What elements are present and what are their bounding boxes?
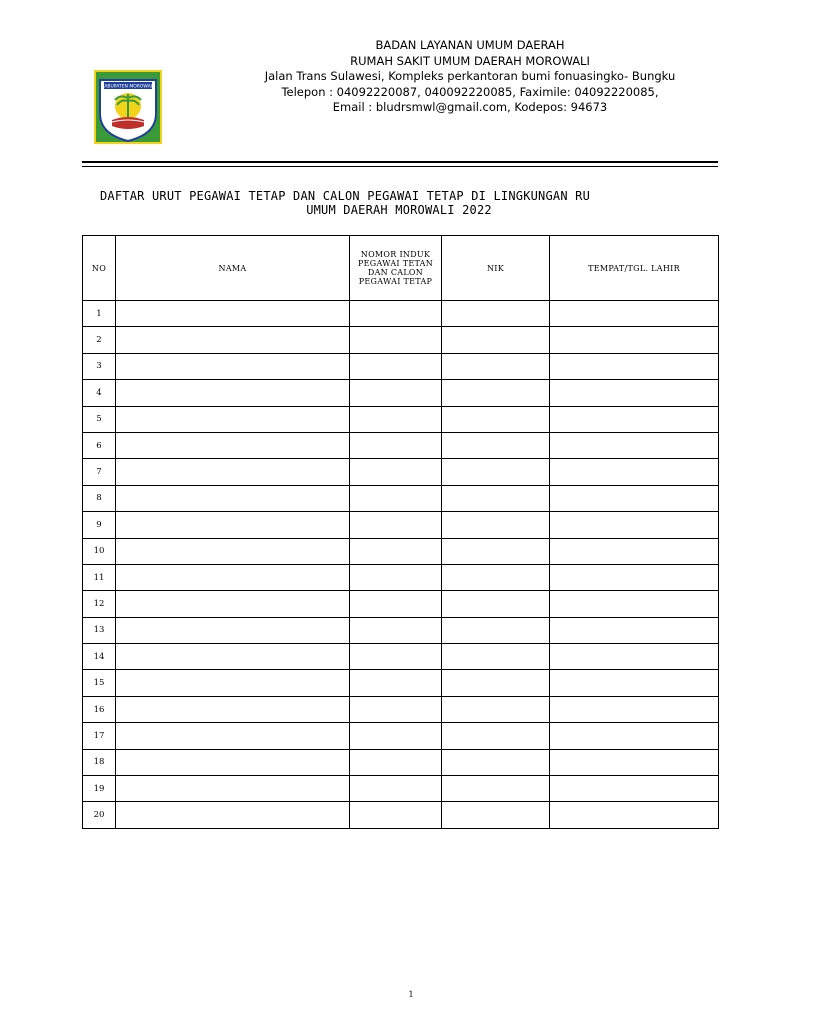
table-row bbox=[83, 617, 719, 643]
row-number-cell: 9 bbox=[83, 512, 116, 538]
nik-cell[interactable] bbox=[442, 696, 550, 722]
nik-cell[interactable] bbox=[442, 749, 550, 775]
table-row bbox=[83, 432, 719, 458]
document-title bbox=[100, 189, 718, 217]
nama-cell[interactable] bbox=[116, 485, 350, 511]
nik-cell[interactable] bbox=[442, 538, 550, 564]
row-number-cell: 2 bbox=[83, 327, 116, 353]
nomor-induk-cell[interactable] bbox=[350, 538, 442, 564]
nomor-induk-cell[interactable] bbox=[350, 749, 442, 775]
table-row bbox=[83, 591, 719, 617]
employee-table bbox=[82, 235, 719, 829]
nama-cell[interactable] bbox=[116, 749, 350, 775]
title-line-2: UMUM DAERAH MOROWALI 2022 bbox=[306, 203, 492, 217]
nomor-induk-cell[interactable] bbox=[350, 353, 442, 379]
tempat-lahir-cell[interactable] bbox=[550, 459, 719, 485]
nomor-induk-cell[interactable] bbox=[350, 802, 442, 828]
address-line: Jalan Trans Sulawesi, Kompleks perkantoran bumi fonuasingko- Bungku bbox=[264, 69, 676, 83]
regency-logo bbox=[94, 70, 162, 144]
nomor-induk-cell[interactable] bbox=[350, 301, 442, 327]
nama-cell[interactable] bbox=[116, 564, 350, 590]
table-row bbox=[83, 696, 719, 722]
table-row bbox=[83, 749, 719, 775]
hospital-name: RUMAH SAKIT UMUM DAERAH MOROWALI bbox=[350, 53, 590, 68]
tempat-lahir-cell[interactable] bbox=[550, 749, 719, 775]
tempat-lahir-cell[interactable] bbox=[550, 432, 719, 458]
nik-cell[interactable] bbox=[442, 670, 550, 696]
row-number-cell: 16 bbox=[83, 696, 116, 722]
nik-cell[interactable] bbox=[442, 301, 550, 327]
nik-cell[interactable] bbox=[442, 776, 550, 802]
table-row bbox=[83, 459, 719, 485]
email-line: Email : bludrsmwl@gmail.com, Kodepos: 94673 bbox=[332, 100, 608, 114]
nama-cell[interactable] bbox=[116, 301, 350, 327]
letterhead-divider-thick bbox=[82, 161, 718, 163]
table-row bbox=[83, 670, 719, 696]
nama-cell[interactable] bbox=[116, 432, 350, 458]
tempat-lahir-cell[interactable] bbox=[550, 617, 719, 643]
row-number-cell: 10 bbox=[83, 538, 116, 564]
tempat-lahir-cell[interactable] bbox=[550, 591, 719, 617]
header-tempat-lahir: TEMPAT/TGL. LAHIR bbox=[550, 236, 719, 301]
row-number-cell: 18 bbox=[83, 749, 116, 775]
header-nomor-induk-line: PEGAWAI TETAN bbox=[357, 259, 434, 268]
nomor-induk-cell[interactable] bbox=[350, 617, 442, 643]
header-nomor-induk-line: DAN CALON bbox=[367, 268, 424, 277]
tempat-lahir-cell[interactable] bbox=[550, 696, 719, 722]
nik-cell[interactable] bbox=[442, 512, 550, 538]
table-row bbox=[83, 301, 719, 327]
nama-cell[interactable] bbox=[116, 353, 350, 379]
row-number-cell: 5 bbox=[83, 406, 116, 432]
tempat-lahir-cell[interactable] bbox=[550, 723, 719, 749]
nomor-induk-cell[interactable] bbox=[350, 696, 442, 722]
row-number-cell: 1 bbox=[83, 301, 116, 327]
table-row bbox=[83, 644, 719, 670]
nomor-induk-cell[interactable] bbox=[350, 512, 442, 538]
nama-cell[interactable] bbox=[116, 696, 350, 722]
table-row bbox=[83, 380, 719, 406]
nik-cell[interactable] bbox=[442, 591, 550, 617]
nik-cell[interactable] bbox=[442, 432, 550, 458]
row-number-cell: 3 bbox=[83, 353, 116, 379]
nomor-induk-cell[interactable] bbox=[350, 406, 442, 432]
table-row bbox=[83, 564, 719, 590]
header-no: NO bbox=[83, 236, 116, 301]
nomor-induk-cell[interactable] bbox=[350, 459, 442, 485]
title-line-1: DAFTAR URUT PEGAWAI TETAP DAN CALON PEGAWAI TETAP DI LINGKUNGAN RU bbox=[100, 189, 591, 203]
nomor-induk-cell[interactable] bbox=[350, 485, 442, 511]
nama-cell[interactable] bbox=[116, 512, 350, 538]
letterhead bbox=[230, 38, 710, 114]
table-row bbox=[83, 353, 719, 379]
nomor-induk-cell[interactable] bbox=[350, 723, 442, 749]
nama-cell[interactable] bbox=[116, 538, 350, 564]
table-row bbox=[83, 485, 719, 511]
nama-cell[interactable] bbox=[116, 617, 350, 643]
nama-cell[interactable] bbox=[116, 406, 350, 432]
tempat-lahir-cell[interactable] bbox=[550, 538, 719, 564]
nomor-induk-cell[interactable] bbox=[350, 380, 442, 406]
logo-text: KABUPATEN MOROWALI bbox=[101, 84, 155, 90]
nomor-induk-cell[interactable] bbox=[350, 564, 442, 590]
logo-emblem bbox=[94, 70, 162, 144]
header-nama: NAMA bbox=[116, 236, 350, 301]
tempat-lahir-cell[interactable] bbox=[550, 301, 719, 327]
nomor-induk-cell[interactable] bbox=[350, 591, 442, 617]
table-row bbox=[83, 723, 719, 749]
header-nik: NIK bbox=[442, 236, 550, 301]
nik-cell[interactable] bbox=[442, 802, 550, 828]
header-nomor-induk bbox=[350, 236, 442, 301]
tempat-lahir-cell[interactable] bbox=[550, 670, 719, 696]
tempat-lahir-cell[interactable] bbox=[550, 406, 719, 432]
nama-cell[interactable] bbox=[116, 327, 350, 353]
nik-cell[interactable] bbox=[442, 327, 550, 353]
phone-line: Telepon : 04092220087, 040092220085, Faximile: 04092220085, bbox=[281, 84, 659, 99]
nik-cell[interactable] bbox=[442, 353, 550, 379]
tempat-lahir-cell[interactable] bbox=[550, 802, 719, 828]
table-row bbox=[83, 512, 719, 538]
table-row bbox=[83, 406, 719, 432]
row-number-cell: 7 bbox=[83, 459, 116, 485]
table-row bbox=[83, 538, 719, 564]
tempat-lahir-cell[interactable] bbox=[550, 327, 719, 353]
nama-cell[interactable] bbox=[116, 644, 350, 670]
row-number-cell: 14 bbox=[83, 644, 116, 670]
nama-cell[interactable] bbox=[116, 670, 350, 696]
row-number-cell: 12 bbox=[83, 591, 116, 617]
nama-cell[interactable] bbox=[116, 776, 350, 802]
nomor-induk-cell[interactable] bbox=[350, 644, 442, 670]
row-number-cell: 20 bbox=[83, 802, 116, 828]
nik-cell[interactable] bbox=[442, 617, 550, 643]
nomor-induk-cell[interactable] bbox=[350, 776, 442, 802]
tempat-lahir-cell[interactable] bbox=[550, 644, 719, 670]
header-nomor-induk-line: PEGAWAI TETAP bbox=[358, 277, 433, 286]
tempat-lahir-cell[interactable] bbox=[550, 776, 719, 802]
row-number-cell: 15 bbox=[83, 670, 116, 696]
nomor-induk-cell[interactable] bbox=[350, 327, 442, 353]
nomor-induk-cell[interactable] bbox=[350, 670, 442, 696]
agency-name: BADAN LAYANAN UMUM DAERAH bbox=[375, 38, 565, 52]
letterhead-divider-thin bbox=[82, 166, 718, 167]
table-row bbox=[83, 802, 719, 828]
nama-cell[interactable] bbox=[116, 802, 350, 828]
nomor-induk-cell[interactable] bbox=[350, 432, 442, 458]
nik-cell[interactable] bbox=[442, 723, 550, 749]
row-number-cell: 13 bbox=[83, 617, 116, 643]
table-row bbox=[83, 327, 719, 353]
row-number-cell: 6 bbox=[83, 432, 116, 458]
nik-cell[interactable] bbox=[442, 380, 550, 406]
header-nomor-induk-line: NOMOR INDUK bbox=[360, 250, 431, 259]
nama-cell[interactable] bbox=[116, 591, 350, 617]
page-number: 1 bbox=[408, 990, 414, 999]
nik-cell[interactable] bbox=[442, 406, 550, 432]
nik-cell[interactable] bbox=[442, 564, 550, 590]
tempat-lahir-cell[interactable] bbox=[550, 353, 719, 379]
nik-cell[interactable] bbox=[442, 459, 550, 485]
nama-cell[interactable] bbox=[116, 723, 350, 749]
nik-cell[interactable] bbox=[442, 485, 550, 511]
nama-cell[interactable] bbox=[116, 380, 350, 406]
row-number-cell: 8 bbox=[83, 485, 116, 511]
nama-cell[interactable] bbox=[116, 459, 350, 485]
tempat-lahir-cell[interactable] bbox=[550, 564, 719, 590]
tempat-lahir-cell[interactable] bbox=[550, 485, 719, 511]
tempat-lahir-cell[interactable] bbox=[550, 380, 719, 406]
row-number-cell: 19 bbox=[83, 776, 116, 802]
nik-cell[interactable] bbox=[442, 644, 550, 670]
row-number-cell: 11 bbox=[83, 564, 116, 590]
row-number-cell: 17 bbox=[83, 723, 116, 749]
tempat-lahir-cell[interactable] bbox=[550, 512, 719, 538]
table-row bbox=[83, 776, 719, 802]
row-number-cell: 4 bbox=[83, 380, 116, 406]
table-header-row bbox=[83, 236, 719, 301]
